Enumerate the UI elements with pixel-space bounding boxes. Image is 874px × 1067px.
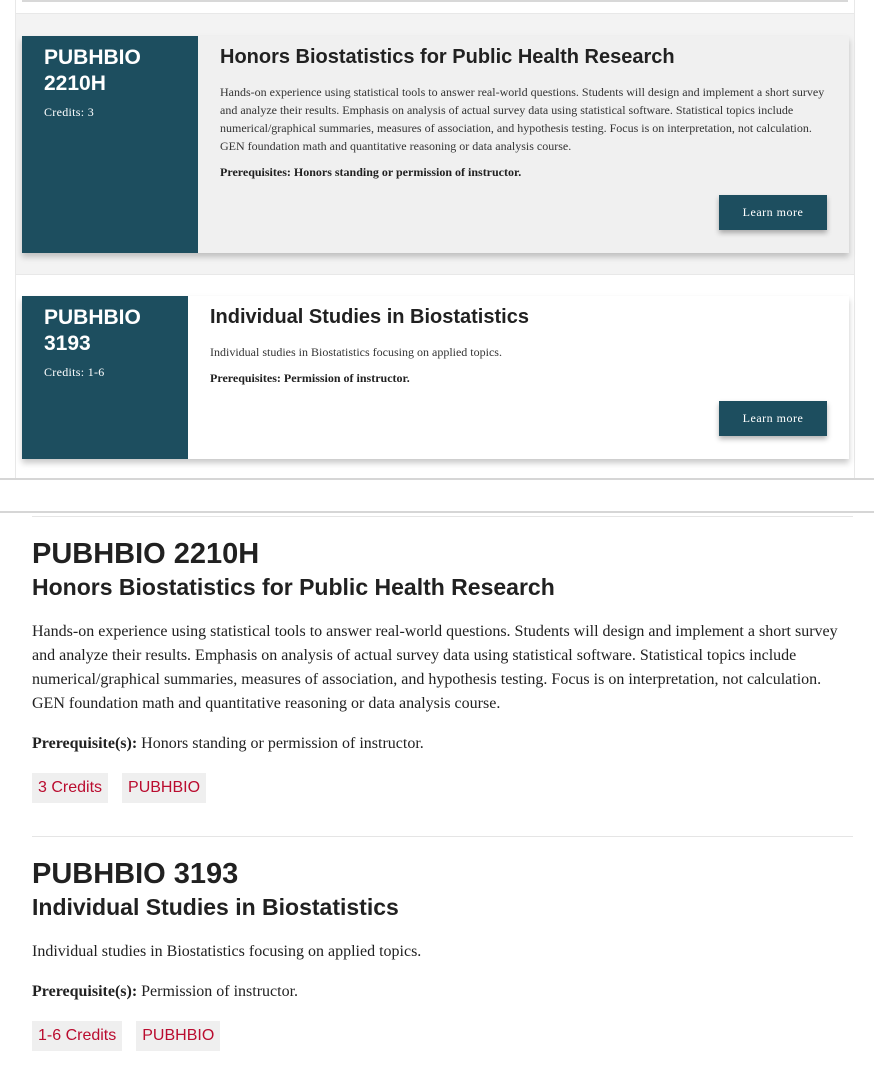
section-divider bbox=[0, 511, 874, 513]
course-code: PUBHBIO 3193 bbox=[32, 858, 239, 890]
learn-more-button[interactable]: Learn more bbox=[719, 195, 827, 230]
subject-tag[interactable]: PUBHBIO bbox=[136, 1021, 220, 1051]
prerequisite-value: Honors standing or permission of instructor. bbox=[141, 735, 424, 752]
course-card-row bbox=[15, 14, 855, 275]
course-code: PUBHBIO 2210H bbox=[32, 538, 260, 570]
course-card-code: PUBHBIO 3193 bbox=[44, 306, 141, 355]
prerequisite-value: Permission of instructor. bbox=[141, 983, 299, 1000]
course-card bbox=[22, 36, 849, 253]
course-card-body bbox=[188, 296, 849, 459]
course-entry bbox=[32, 516, 853, 803]
course-prerequisites bbox=[32, 732, 853, 756]
course-card-title: Honors Biostatistics for Public Health Research bbox=[220, 46, 675, 68]
previous-card-edge bbox=[15, 0, 855, 14]
course-card-prerequisites: Prerequisites: Permission of instructor. bbox=[210, 371, 410, 385]
prerequisite-label: Prerequisite(s): bbox=[32, 983, 138, 1000]
prerequisite-label: Prerequisite(s): bbox=[32, 735, 138, 752]
course-card-prerequisites: Prerequisites: Honors standing or permission of instructor. bbox=[220, 165, 522, 179]
course-description: Individual studies in Biostatistics focusing on applied topics. bbox=[32, 943, 422, 960]
course-card-code: PUBHBIO 2210H bbox=[44, 46, 141, 95]
course-tags bbox=[32, 773, 853, 803]
course-name: Honors Biostatistics for Public Health Research bbox=[32, 574, 555, 600]
credits-tag[interactable]: 3 Credits bbox=[32, 773, 108, 803]
course-cards-section bbox=[0, 0, 874, 478]
course-card-sidebar bbox=[22, 296, 188, 459]
course-card-body bbox=[198, 36, 849, 253]
course-card-row bbox=[15, 275, 855, 478]
course-card-description: Individual studies in Biostatistics focusing on applied topics. bbox=[210, 345, 502, 359]
course-name: Individual Studies in Biostatistics bbox=[32, 894, 399, 920]
learn-more-button[interactable]: Learn more bbox=[719, 401, 827, 436]
course-prerequisites bbox=[32, 980, 853, 1004]
course-card-credits: Credits: 1-6 bbox=[44, 365, 105, 379]
course-card-description: Hands-on experience using statistical tools to answer real-world questions. Students will design and implement a short survey and analyze their results. Emphasis on analysis of actual survey data using statistical software. Statistical topics include numerical/graphical summaries, measures of association, and hypothesis testing. Focus is on interpretation, not calculation. GEN foundation math and quantitative reasoning or data analysis course. bbox=[220, 85, 825, 153]
course-list bbox=[32, 516, 853, 1051]
course-entry bbox=[32, 836, 853, 1051]
course-card-sidebar bbox=[22, 36, 198, 253]
credits-tag[interactable]: 1-6 Credits bbox=[32, 1021, 122, 1051]
course-card-title: Individual Studies in Biostatistics bbox=[210, 306, 529, 328]
course-description: Hands-on experience using statistical tools to answer real-world questions. Students will design and implement a short survey and analyze their results. Emphasis on analysis of actual survey data using statistical software. Statistical topics include numerical/graphical summaries, measures of association, and hypothesis testing. Focus is on interpretation, not calculation. GEN foundation math and quantitative reasoning or data analysis course. bbox=[32, 623, 838, 712]
subject-tag[interactable]: PUBHBIO bbox=[122, 773, 206, 803]
course-card-credits: Credits: 3 bbox=[44, 105, 94, 119]
section-divider bbox=[0, 478, 874, 480]
course-tags bbox=[32, 1021, 853, 1051]
course-card bbox=[22, 296, 849, 459]
